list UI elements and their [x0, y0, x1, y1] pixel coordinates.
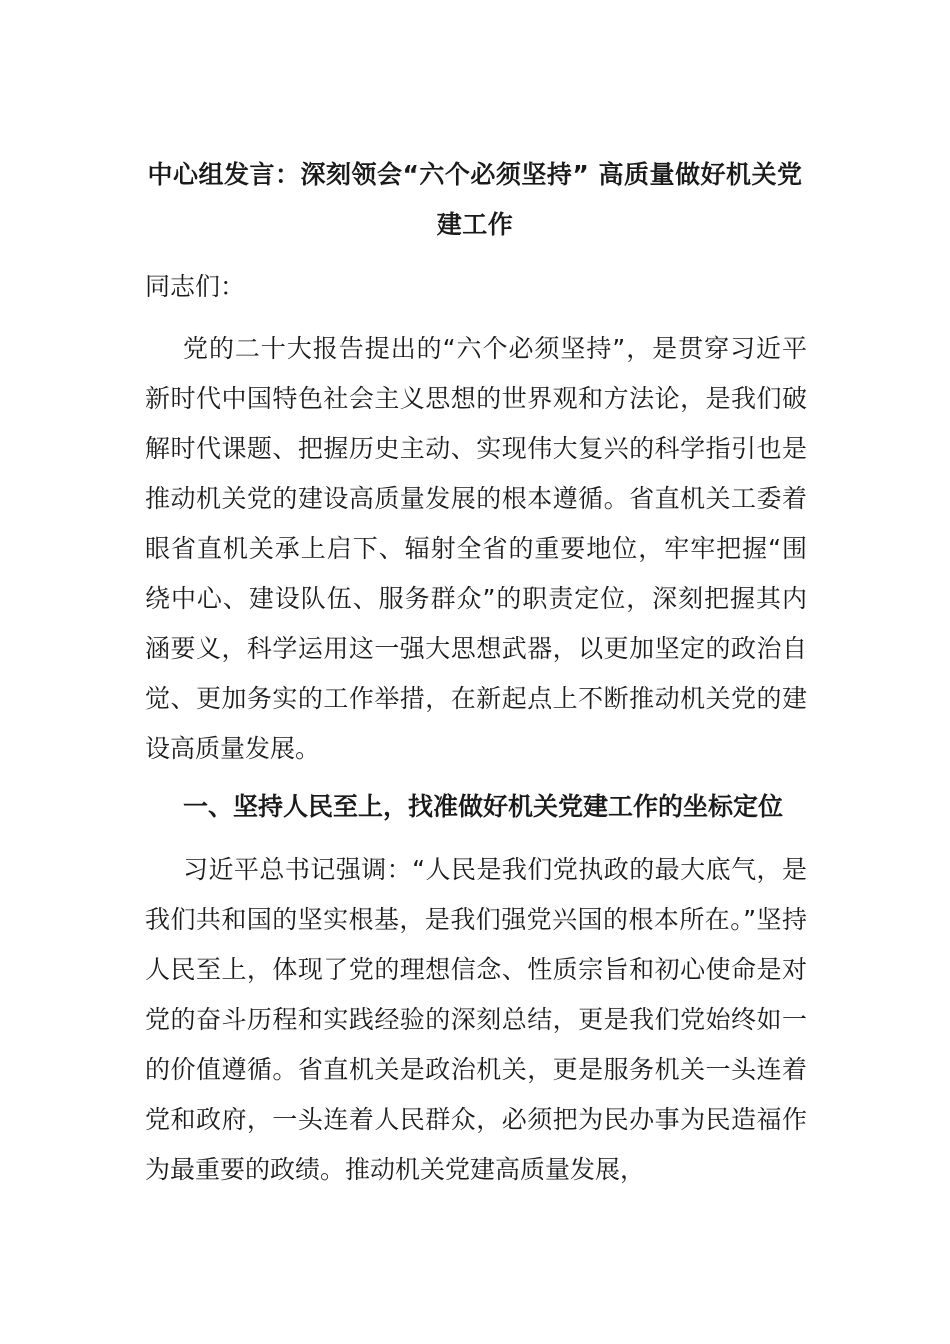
document-title: 中心组发言：深刻领会“六个必须坚持” 高质量做好机关党建工作: [147, 160, 803, 239]
salutation: 同志们：: [145, 272, 246, 301]
paragraph-section-1: 习近平总书记强调：“人民是我们党执政的最大底气，是我们共和国的坚实根基，是我们强党兴国的根本所在。”坚持人民至上，体现了党的理想信念、性质宗旨和初心使命是对党的奋斗历程和实践经验的深刻总结，更是我们党始终如一的价值遵循。省直机关是政治机关，更是服务机关一头连着党和政府，一头连着人民群众，必须把为民办事为民造福作为最重要的政绩。推动机关党建高质量发展，: [145, 855, 807, 1184]
paragraph-intro: 党的二十大报告提出的“六个必须坚持”，是贯穿习近平新时代中国特色社会主义思想的世界观和方法论，是我们破解时代课题、把握历史主动、实现伟大复兴的科学指引也是推动机关党的建设高质量发展的根本遵循。省直机关工委着眼省直机关承上启下、辐射全省的重要地位，牢牢把握“围绕中心、建设队伍、服务群众”的职责定位，深刻把握其内涵要义，科学运用这一强大思想武器，以更加坚定的政治自觉、更加务实的工作举措，在新起点上不断推动机关党的建设高质量发展。: [145, 334, 807, 763]
section-heading-1: 一、坚持人民至上，找准做好机关党建工作的坐标定位: [183, 792, 784, 821]
